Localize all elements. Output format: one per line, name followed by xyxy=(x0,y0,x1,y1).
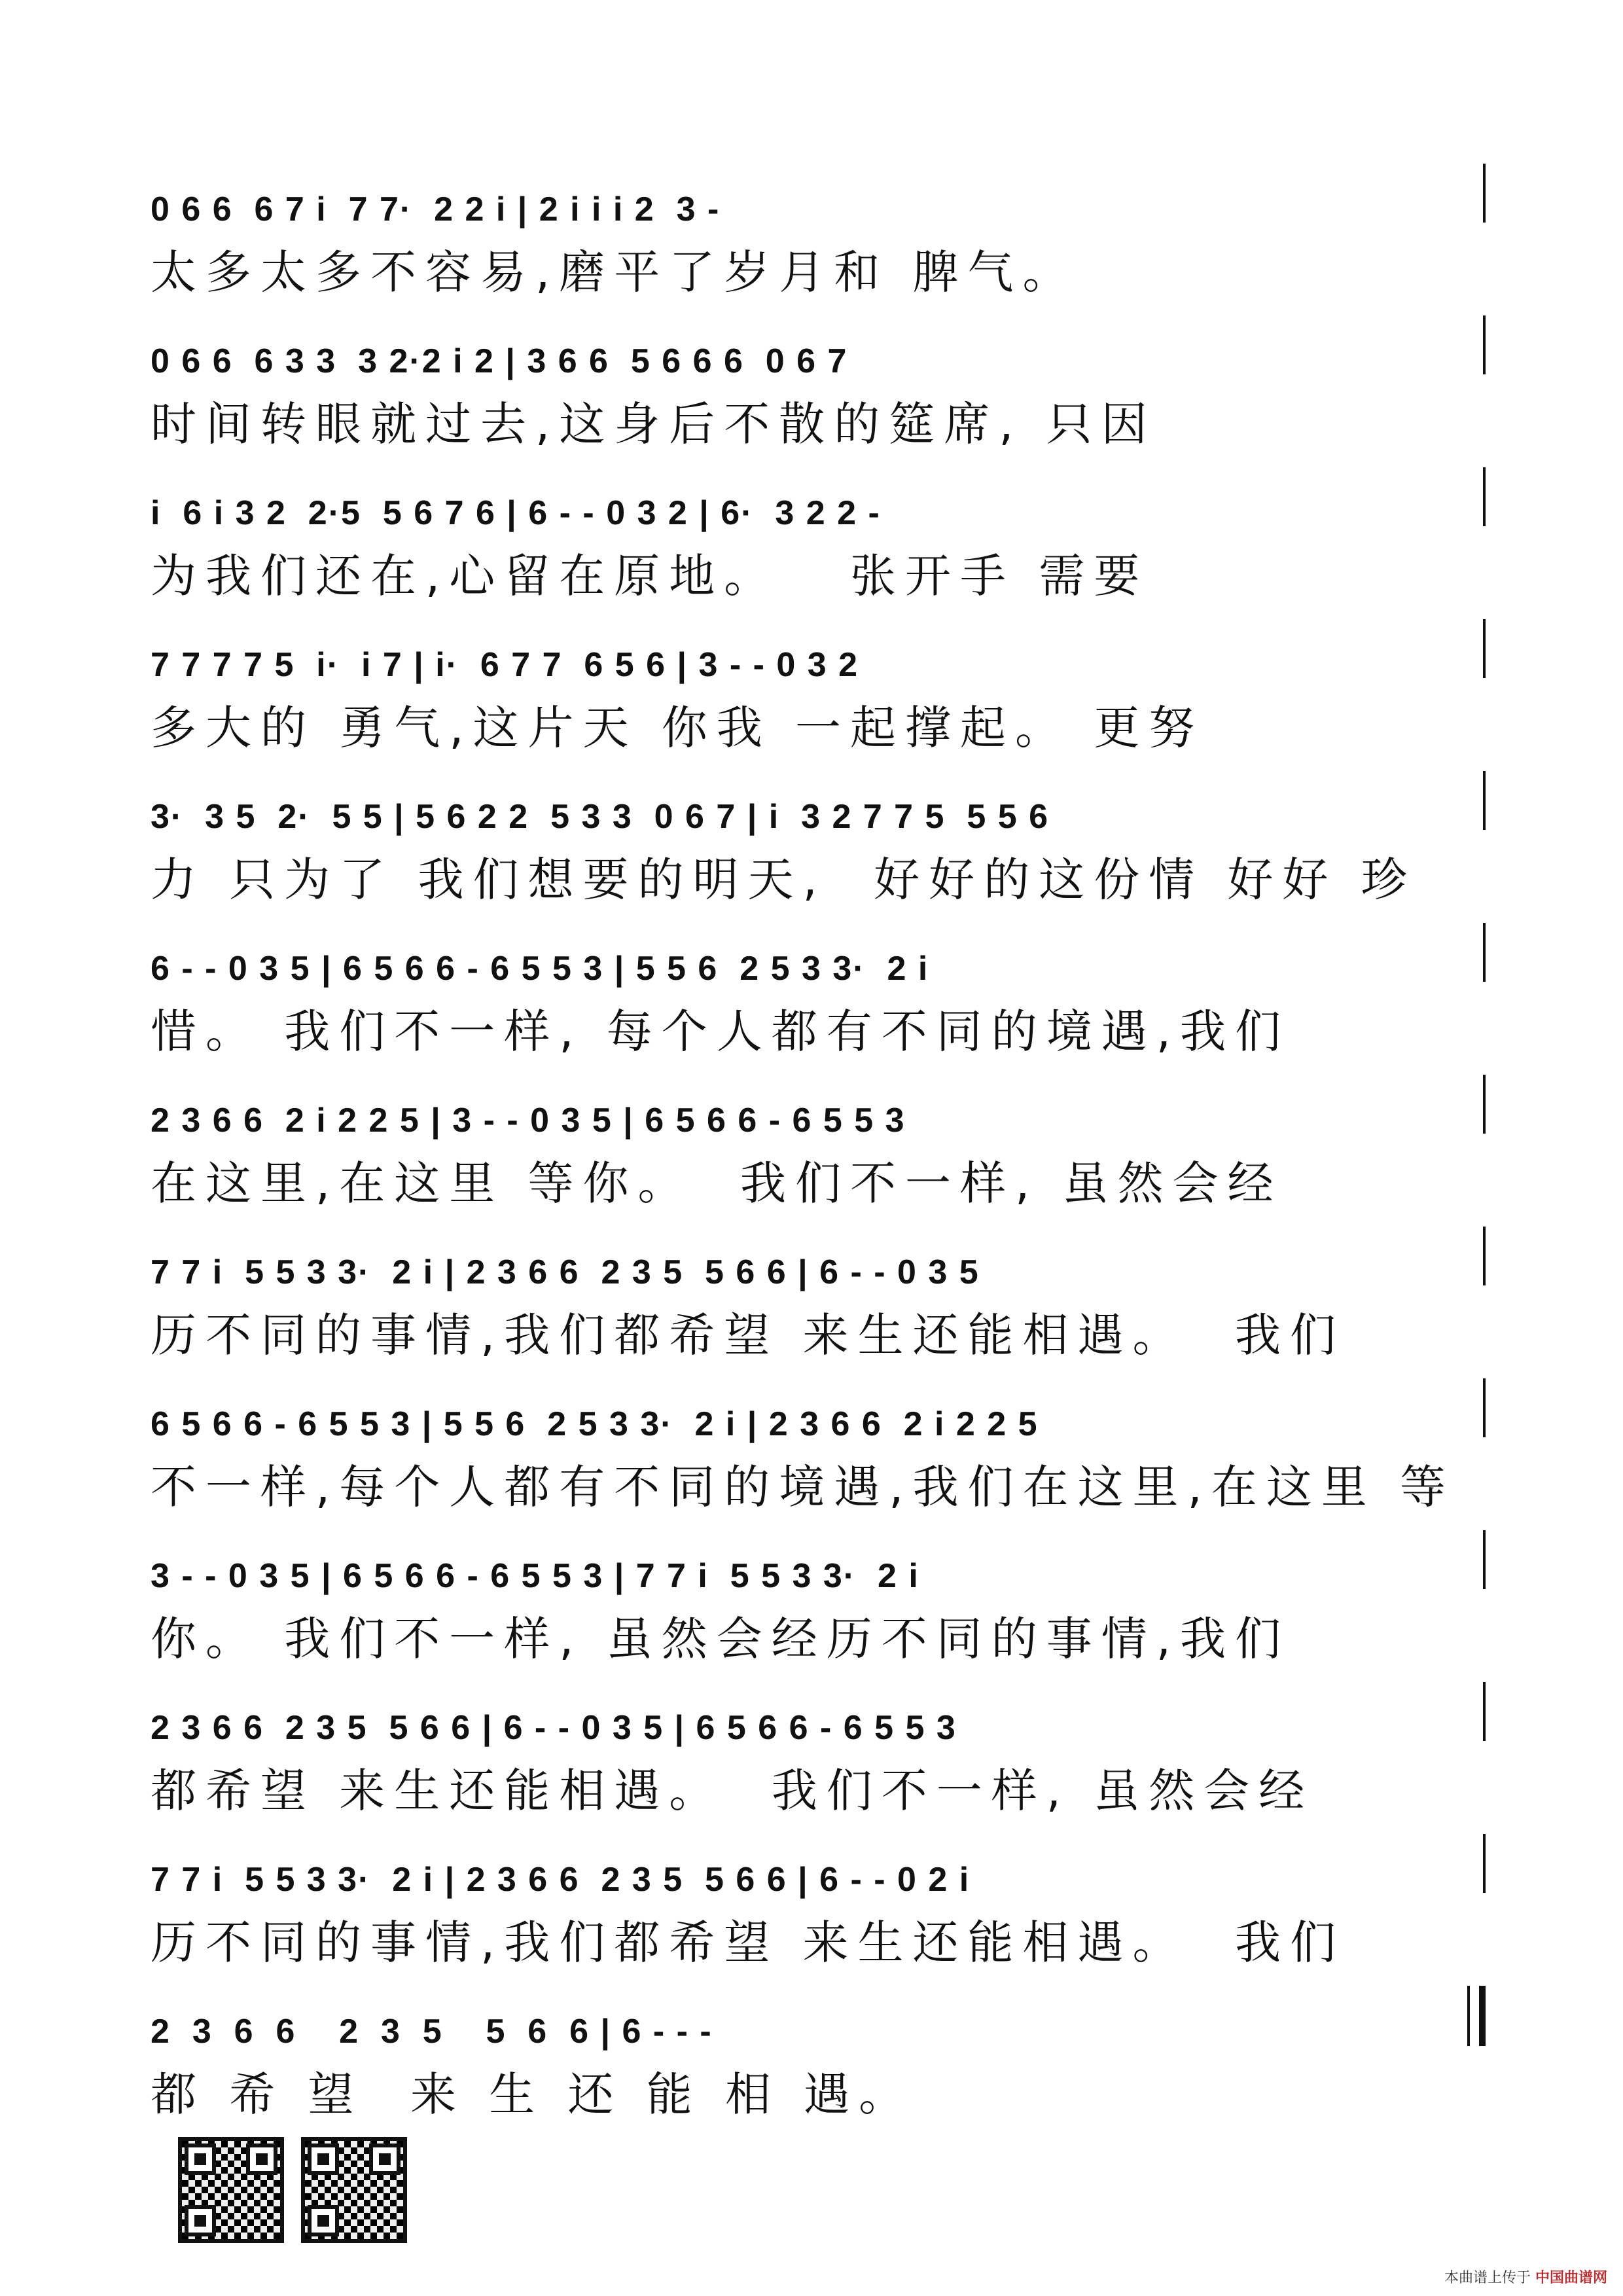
barline xyxy=(1483,1834,1486,1893)
lyrics-text: 都 希 望 来 生 还 能 相 遇。 xyxy=(151,2068,914,2121)
barline xyxy=(1483,467,1486,526)
notation-row xyxy=(151,1220,1486,1299)
score-line xyxy=(151,1524,1486,1666)
notation-row xyxy=(151,461,1486,539)
barline xyxy=(1483,923,1486,982)
notation-text: 0 6 6 6 3 3 3 2·2 i 2 | 3 6 6 5 6 6 6 0 6 7 xyxy=(151,342,848,380)
notation-row xyxy=(151,1676,1486,1754)
notation-text: 2 3 6 6 2 3 5 5 6 6 | 6 - - 0 3 5 | 6 5 6 6 - 6 5 5 3 xyxy=(151,1709,957,1747)
score-line xyxy=(151,461,1486,603)
footer-note xyxy=(1444,2267,1607,2287)
score-line xyxy=(151,1979,1486,2121)
notation-row xyxy=(151,157,1486,236)
lyrics-row xyxy=(151,691,1486,755)
notation-row xyxy=(151,1979,1486,2058)
barline xyxy=(1483,1378,1486,1437)
lyrics-row xyxy=(151,1299,1486,1362)
score-line xyxy=(151,613,1486,755)
lyrics-row xyxy=(151,843,1486,906)
footer-prefix: 本曲谱上传于 xyxy=(1444,2270,1531,2286)
qr-finder-icon xyxy=(308,2144,339,2175)
qr-finder-icon xyxy=(185,2205,216,2236)
score-line xyxy=(151,916,1486,1058)
barline xyxy=(1483,1530,1486,1589)
notation-text: 3 - - 0 3 5 | 6 5 6 6 - 6 5 5 3 | 7 7 i 5 5 3 3· 2 i xyxy=(151,1557,919,1595)
notation-text: 7 7 i 5 5 3 3· 2 i | 2 3 6 6 2 3 5 5 6 6 | 6 - - 0 3 5 xyxy=(151,1253,980,1291)
lyrics-row xyxy=(151,1147,1486,1210)
lyrics-text: 惜。 我们不一样, 每个人都有不同的境遇,我们 xyxy=(151,1005,1291,1058)
notation-text: 7 7 i 5 5 3 3· 2 i | 2 3 6 6 2 3 5 5 6 6 | 6 - - 0 2 i xyxy=(151,1861,971,1899)
notation-row xyxy=(151,1372,1486,1450)
lyrics-text: 力 只为了 我们想要的明天, 好好的这份情 好好 珍 xyxy=(151,853,1416,906)
final-barline-thick xyxy=(1479,1986,1486,2046)
notation-row xyxy=(151,1827,1486,1906)
score-line xyxy=(151,764,1486,906)
score-line xyxy=(151,1372,1486,1514)
score-line xyxy=(151,1827,1486,1969)
notation-row xyxy=(151,764,1486,843)
notation-row xyxy=(151,916,1486,995)
qr-finder-icon xyxy=(308,2205,339,2236)
notation-row xyxy=(151,309,1486,387)
qr-finder-icon xyxy=(369,2144,401,2175)
lyrics-text: 太多太多不容易,磨平了岁月和 脾气。 xyxy=(151,245,1078,299)
final-barline-thin xyxy=(1467,1986,1470,2046)
lyrics-row xyxy=(151,995,1486,1058)
notation-row xyxy=(151,1068,1486,1147)
barline xyxy=(1483,619,1486,678)
qr-code-right xyxy=(301,2137,407,2243)
notation-text: 3· 3 5 2· 5 5 | 5 6 2 2 5 3 3 0 6 7 | i 3 2 7 7 5 5 5 6 xyxy=(151,798,1050,836)
barline xyxy=(1483,1227,1486,1285)
lyrics-row xyxy=(151,1602,1486,1666)
lyrics-row xyxy=(151,236,1486,299)
score-line xyxy=(151,1068,1486,1210)
qr-finder-icon xyxy=(185,2144,216,2175)
lyrics-text: 在这里,在这里 等你。 我们不一样, 虽然会经 xyxy=(151,1157,1283,1210)
lyrics-row xyxy=(151,387,1486,451)
notation-text: 6 - - 0 3 5 | 6 5 6 6 - 6 5 5 3 | 5 5 6 2 5 3 3· 2 i xyxy=(151,950,929,988)
notation-text: 6 5 6 6 - 6 5 5 3 | 5 5 6 2 5 3 3· 2 i | 2 3 6 6 2 i 2 2 5 xyxy=(151,1405,1039,1443)
lyrics-text: 你。 我们不一样, 虽然会经历不同的事情,我们 xyxy=(151,1612,1291,1666)
lyrics-text: 不一样,每个人都有不同的境遇,我们在这里,在这里 等 xyxy=(151,1460,1455,1514)
qr-code-left xyxy=(178,2137,284,2243)
footer-brand: 中国曲谱网 xyxy=(1535,2270,1607,2286)
lyrics-text: 多大的 勇气,这片天 你我 一起撑起。 更努 xyxy=(151,701,1204,755)
qr-finder-icon xyxy=(246,2144,277,2175)
notation-text: i 6 i 3 2 2·5 5 6 7 6 | 6 - - 0 3 2 | 6· 3 2 2 - xyxy=(151,494,881,532)
barline xyxy=(1483,1682,1486,1741)
barline xyxy=(1483,1075,1486,1134)
lyrics-text: 历不同的事情,我们都希望 来生还能相遇。 我们 xyxy=(151,1916,1346,1969)
lyrics-row xyxy=(151,2058,1486,2121)
lyrics-text: 历不同的事情,我们都希望 来生还能相遇。 我们 xyxy=(151,1308,1346,1362)
score-line xyxy=(151,309,1486,451)
lyrics-text: 都希望 来生还能相遇。 我们不一样, 虽然会经 xyxy=(151,1764,1314,1818)
notation-row xyxy=(151,613,1486,691)
lyrics-row xyxy=(151,1450,1486,1514)
lyrics-text: 为我们还在,心留在原地。 张开手 需要 xyxy=(151,549,1149,603)
lyrics-text: 时间转眼就过去,这身后不散的筵席, 只因 xyxy=(151,397,1156,451)
barline xyxy=(1483,315,1486,374)
notation-text: 7 7 7 7 5 i· i 7 | i· 6 7 7 6 5 6 | 3 - - 0 3 2 xyxy=(151,646,859,684)
score-line xyxy=(151,1220,1486,1362)
barline xyxy=(1483,164,1486,223)
lyrics-row xyxy=(151,1906,1486,1969)
notation-row xyxy=(151,1524,1486,1602)
score-line xyxy=(151,157,1486,299)
barline xyxy=(1483,771,1486,830)
score-line xyxy=(151,1676,1486,1818)
notation-text: 0 6 6 6 7 i 7 7· 2 2 i | 2 i i i 2 3 - xyxy=(151,190,721,228)
notation-text: 2 3 6 6 2 3 5 5 6 6 | 6 - - - xyxy=(151,2013,713,2051)
lyrics-row xyxy=(151,539,1486,603)
lyrics-row xyxy=(151,1754,1486,1818)
notation-text: 2 3 6 6 2 i 2 2 5 | 3 - - 0 3 5 | 6 5 6 6 - 6 5 5 3 xyxy=(151,1102,906,1139)
